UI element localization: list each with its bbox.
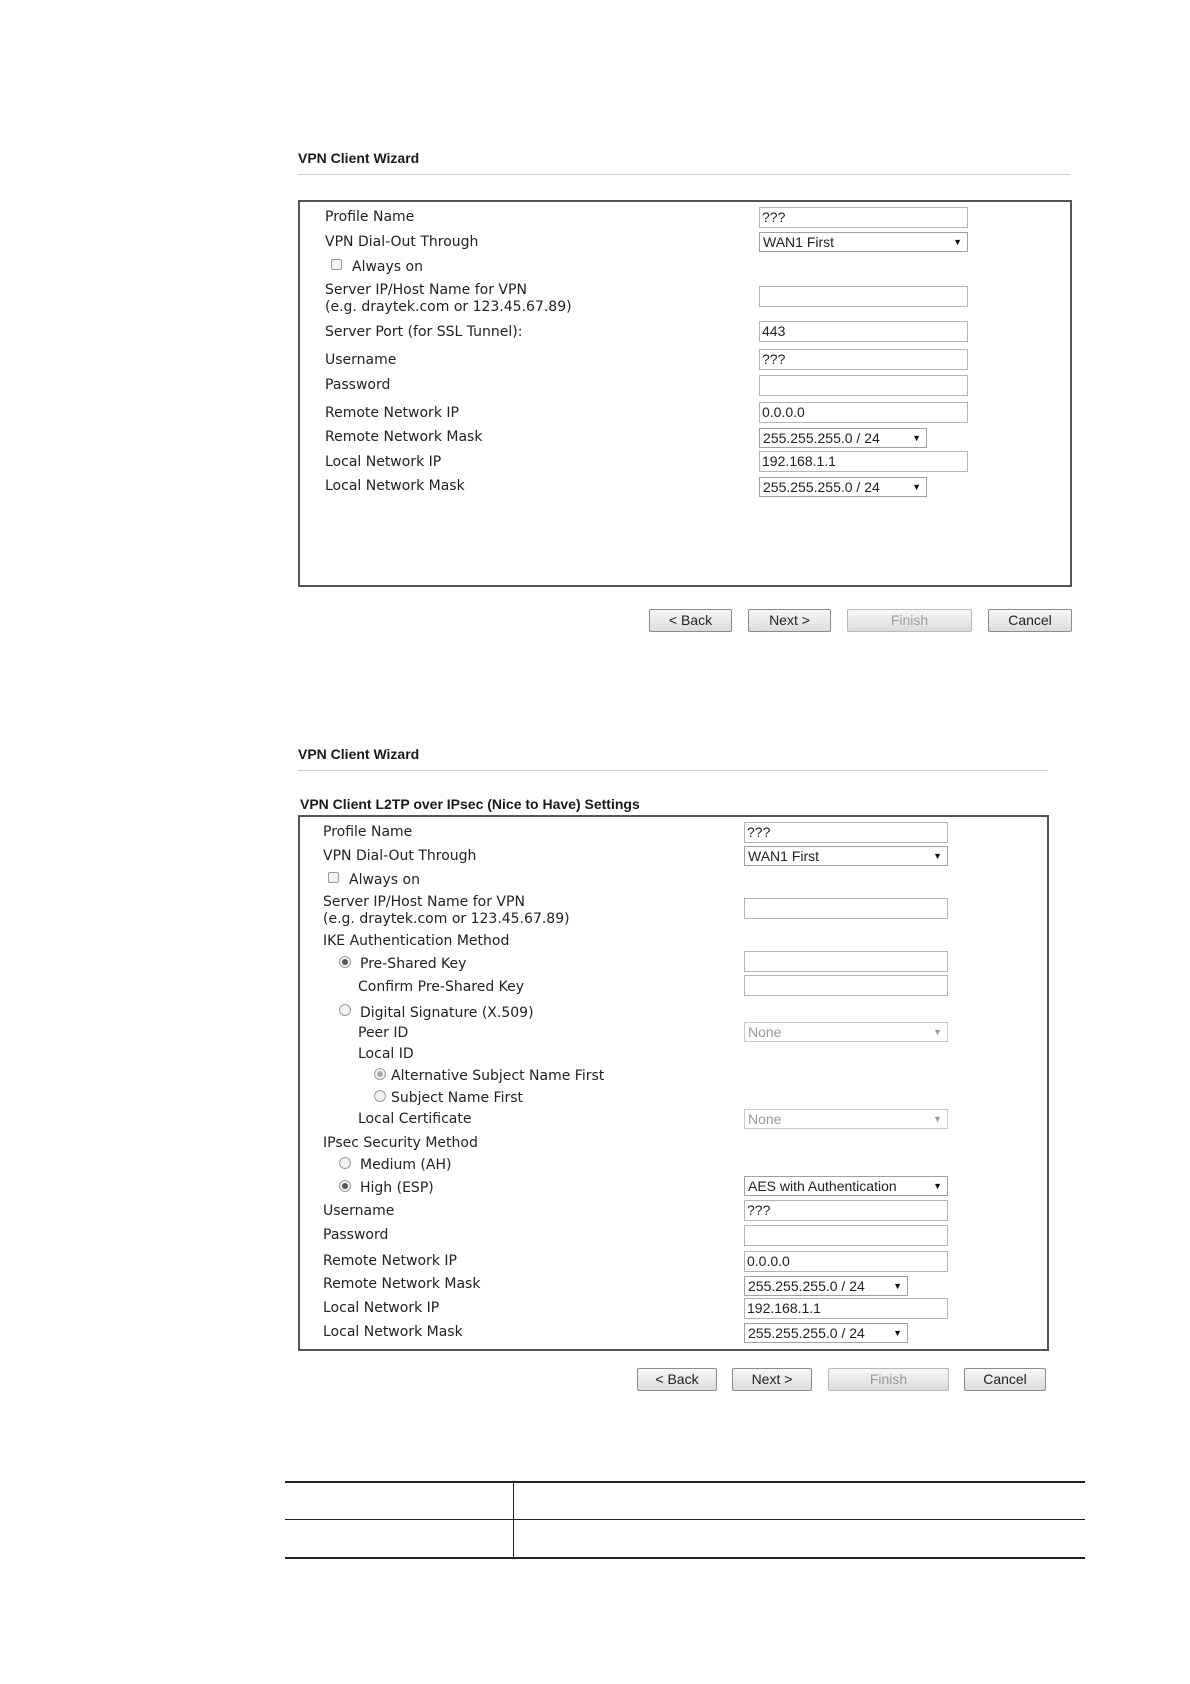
server-host-input[interactable] [744,898,948,919]
remote-mask-value: 255.255.255.0 / 24 [748,1278,865,1294]
password-input[interactable] [744,1225,948,1246]
server-host-label: Server IP/Host Name for VPN [325,282,527,298]
chevron-down-icon: ▼ [933,851,942,861]
chevron-down-icon: ▼ [912,482,921,492]
ike-method-label: IKE Authentication Method [323,933,510,949]
password-label: Password [323,1227,389,1243]
remote-mask-select[interactable] [759,428,927,448]
peer-id-label: Peer ID [358,1025,409,1041]
next-button[interactable]: Next > [748,609,831,632]
username-input[interactable]: ??? [744,1200,948,1221]
local-ip-label: Local Network IP [323,1300,440,1316]
server-host-input[interactable] [759,286,968,307]
dial-out-value: WAN1 First [763,234,835,250]
dial-out-value: WAN1 First [748,848,820,864]
always-on-checkbox[interactable] [328,872,339,883]
finish-button[interactable]: Finish [847,609,972,632]
local-mask-value: 255.255.255.0 / 24 [748,1325,865,1341]
alt-subject-label: Alternative Subject Name First [391,1068,605,1084]
digital-signature-label: Digital Signature (X.509) [360,1005,534,1021]
username-label: Username [323,1203,395,1219]
remote-ip-input[interactable]: 0.0.0.0 [744,1251,948,1272]
chevron-down-icon: ▼ [953,237,962,247]
finish-button[interactable]: Finish [828,1368,949,1391]
pre-shared-key-input[interactable] [744,951,948,972]
dial-out-select[interactable] [744,846,948,866]
high-esp-select[interactable] [744,1176,948,1196]
server-port-input[interactable]: 443 [759,321,968,342]
subject-name-label: Subject Name First [391,1090,524,1106]
cancel-button[interactable]: Cancel [988,609,1072,632]
wizard2-section-title: VPN Client L2TP over IPsec (Nice to Have) Settings [300,796,640,812]
username-input[interactable]: ??? [759,349,968,370]
profile-name-label: Profile Name [325,209,415,225]
remote-mask-select[interactable] [744,1276,908,1296]
chevron-down-icon: ▼ [912,433,921,443]
confirm-psk-input[interactable] [744,975,948,996]
remote-mask-value: 255.255.255.0 / 24 [763,430,880,446]
medium-ah-radio[interactable] [339,1157,351,1169]
table-row-divider [285,1519,1085,1520]
local-mask-select[interactable] [744,1323,908,1343]
username-label: Username [325,352,397,368]
profile-name-input[interactable]: ??? [744,822,948,843]
local-mask-value: 255.255.255.0 / 24 [763,479,880,495]
local-mask-select[interactable] [759,477,927,497]
chevron-down-icon: ▼ [933,1027,942,1037]
alt-subject-radio[interactable] [374,1068,386,1080]
high-esp-radio[interactable] [339,1180,351,1192]
peer-id-select[interactable] [744,1022,948,1042]
cancel-button[interactable]: Cancel [964,1368,1046,1391]
local-cert-label: Local Certificate [358,1111,472,1127]
back-button[interactable]: < Back [649,609,732,632]
always-on-label: Always on [352,259,423,275]
remote-ip-label: Remote Network IP [325,405,459,421]
pre-shared-key-radio[interactable] [339,956,351,968]
remote-ip-input[interactable]: 0.0.0.0 [759,402,968,423]
server-host-example: (e.g. draytek.com or 123.45.67.89) [323,911,570,927]
chevron-down-icon: ▼ [893,1328,902,1338]
table-bottom-border [285,1557,1085,1559]
wizard2-title-rule [298,770,1048,771]
password-label: Password [325,377,391,393]
local-cert-select[interactable] [744,1109,948,1129]
local-ip-input[interactable]: 192.168.1.1 [759,451,968,472]
next-button[interactable]: Next > [732,1368,812,1391]
local-ip-input[interactable]: 192.168.1.1 [744,1298,948,1319]
chevron-down-icon: ▼ [933,1181,942,1191]
always-on-checkbox[interactable] [331,259,342,270]
high-esp-label: High (ESP) [360,1180,434,1196]
subject-name-radio[interactable] [374,1090,386,1102]
table-column-divider [513,1482,514,1558]
server-host-label: Server IP/Host Name for VPN [323,894,525,910]
peer-id-value: None [748,1024,782,1040]
always-on-label: Always on [349,872,420,888]
high-esp-value: AES with Authentication [748,1178,897,1194]
local-mask-label: Local Network Mask [323,1324,463,1340]
wizard2-title: VPN Client Wizard [298,746,420,762]
dial-out-label: VPN Dial-Out Through [325,234,479,250]
confirm-psk-label: Confirm Pre-Shared Key [358,979,525,995]
digital-signature-radio[interactable] [339,1004,351,1016]
profile-name-label: Profile Name [323,824,413,840]
password-input[interactable] [759,375,968,396]
remote-mask-label: Remote Network Mask [325,429,483,445]
local-ip-label: Local Network IP [325,454,442,470]
pre-shared-key-label: Pre-Shared Key [360,956,467,972]
server-port-label: Server Port (for SSL Tunnel): [325,324,523,340]
wizard1-title: VPN Client Wizard [298,150,420,166]
ipsec-method-label: IPsec Security Method [323,1135,478,1151]
chevron-down-icon: ▼ [933,1114,942,1124]
local-cert-value: None [748,1111,782,1127]
table-top-border [285,1481,1085,1483]
back-button[interactable]: < Back [637,1368,717,1391]
dial-out-label: VPN Dial-Out Through [323,848,477,864]
dial-out-select[interactable] [759,232,968,252]
chevron-down-icon: ▼ [893,1281,902,1291]
wizard1-title-rule [298,174,1070,175]
server-host-example: (e.g. draytek.com or 123.45.67.89) [325,299,572,315]
medium-ah-label: Medium (AH) [360,1157,452,1173]
profile-name-input[interactable]: ??? [759,207,968,228]
local-mask-label: Local Network Mask [325,478,465,494]
remote-ip-label: Remote Network IP [323,1253,457,1269]
remote-mask-label: Remote Network Mask [323,1276,481,1292]
local-id-label: Local ID [358,1046,414,1062]
